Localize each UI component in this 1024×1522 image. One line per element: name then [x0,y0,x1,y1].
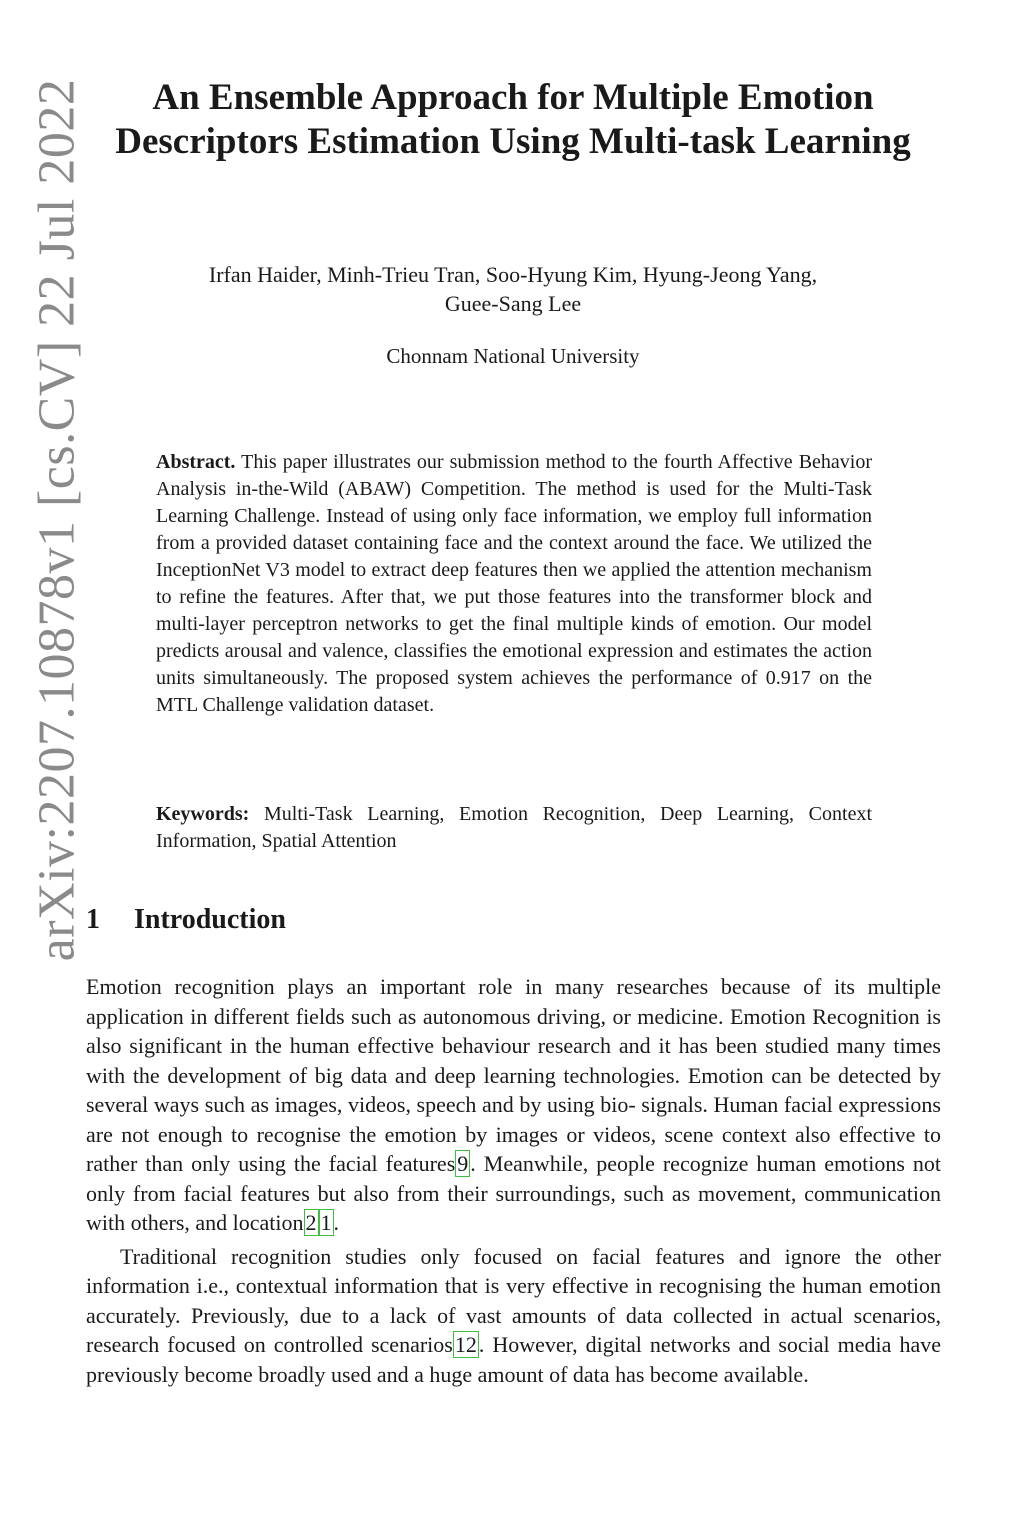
paragraph-2-text-a: Traditional recognition studies only focused on facial features and ignore the other information i.e., contextual information that is very effective in recognising the human emotion accurately. Previously, due to a lack of vast amounts of data collected in actual scenarios, research focused on controlled scenarios [86,1243,941,1357]
abstract-label: Abstract. [156,451,236,473]
keywords-label: Keywords: [156,803,250,825]
introduction-body [86,972,941,1389]
citation-link-1[interactable]: 1 [320,1210,332,1235]
paragraph-1-text-b: . Meanwhile, people recognize human emotions not only from facial features but also from their surroundings, such as movement, communication with others, and location [86,1151,941,1235]
abstract [156,449,872,719]
keywords-text: Multi-Task Learning, Emotion Recognition, Deep Learning, Context Information, Spatial Attention [156,803,873,852]
paragraph-1-text-a: Emotion recognition plays an important role in many researches because of its multiple application in different fields such as autonomous driving, or medicine. Emotion Recognition is also significant in the human effective behaviour research and it has been studied many times with the development of big data and deep learning technologies. Emotion can be detected by several ways such as images, videos, speech and by using bio- signals. Human facial expressions are not enough to recognise the emotion by images or videos, scene context also effective to rather than only using the facial features [86,974,941,1176]
arxiv-sidebar [22,78,92,962]
abstract-text: This paper illustrates our submission method to the fourth Affective Behavior Analysis in-the-Wild (ABAW) Competition. The method is used for the Multi-Task Learning Challenge. Instead of using only face information, we employ full information from a provided dataset containing face and the context around the face. We utilized the InceptionNet V3 model to extract deep features then we applied the attention mechanism to refine the features. After that, we put those features into the transformer block and multi-layer perceptron networks to get the final multiple kinds of emotion. Our model predicts arousal and valence, classifies the emotional expression and estimates the action units simultaneously. The proposed system achieves the performance of 0.917 on the MTL Challenge validation dataset. [156,451,873,716]
paragraph-2-text-b: . However, digital networks and social media have previously become broadly used and a huge amount of data has become available. [86,1332,941,1387]
paper-title: An Ensemble Approach for Multiple Emotion Descriptors Estimation Using Multi-task Learning [115,77,911,162]
paragraph-1-text-c: . [333,1210,340,1235]
author-list [120,260,906,318]
affiliation: Chonnam National University [386,344,640,368]
keywords [156,801,872,855]
citation-link-2[interactable]: 2 [305,1210,317,1235]
authors-line-2: Guee-Sang Lee [444,291,582,316]
citation-link-12[interactable]: 12 [454,1332,477,1357]
citation-link-9[interactable]: 9 [457,1151,469,1176]
paragraph-2 [86,1242,941,1390]
section-heading [86,904,946,936]
section-title: Introduction [134,904,286,935]
section-number: 1 [86,904,100,935]
paragraph-1 [86,972,941,1238]
arxiv-identifier: arXiv:2207.10878v1 [cs.CV] 22 Jul 2022 [28,78,86,962]
authors-line-1: Irfan Haider, Minh-Trieu Tran, Soo-Hyung Kim, Hyung-Jeong Yang, [208,262,818,287]
